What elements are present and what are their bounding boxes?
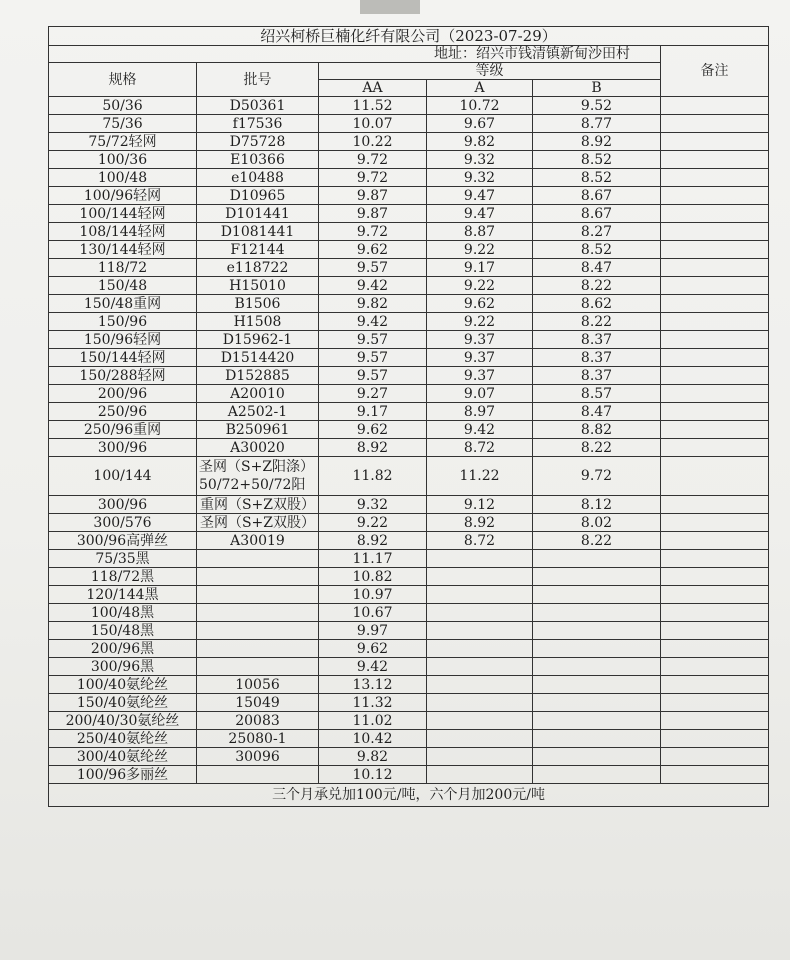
price-a-cell	[427, 658, 533, 676]
price-a-cell: 10.72	[427, 97, 533, 115]
price-b-cell: 8.52	[533, 241, 661, 259]
remark-cell	[661, 169, 769, 187]
remark-cell	[661, 694, 769, 712]
table-row	[49, 241, 769, 259]
remark-cell	[661, 496, 769, 514]
price-aa-cell: 10.82	[319, 568, 427, 586]
spec-cell: 50/36	[49, 97, 197, 115]
price-table	[48, 26, 769, 807]
remark-cell	[661, 514, 769, 532]
price-aa-cell: 9.82	[319, 295, 427, 313]
spec-cell: 150/288轻网	[49, 367, 197, 385]
price-b-cell: 8.57	[533, 385, 661, 403]
price-aa-cell: 9.42	[319, 313, 427, 331]
table-row	[49, 550, 769, 568]
remark-cell	[661, 586, 769, 604]
price-a-cell: 9.67	[427, 115, 533, 133]
price-b-cell: 8.22	[533, 277, 661, 295]
batch-cell	[197, 568, 319, 586]
spec-cell: 100/96多丽丝	[49, 766, 197, 784]
price-a-cell: 9.22	[427, 313, 533, 331]
price-aa-cell: 13.12	[319, 676, 427, 694]
price-aa-cell: 10.12	[319, 766, 427, 784]
spec-cell: 100/48	[49, 169, 197, 187]
spec-cell: 300/96	[49, 496, 197, 514]
spec-cell: 118/72	[49, 259, 197, 277]
batch-cell: 10056	[197, 676, 319, 694]
table-row	[49, 205, 769, 223]
remark-cell	[661, 421, 769, 439]
batch-cell: f17536	[197, 115, 319, 133]
remark-cell	[661, 277, 769, 295]
spec-cell: 150/96轻网	[49, 331, 197, 349]
price-aa-cell: 9.87	[319, 187, 427, 205]
batch-cell: 15049	[197, 694, 319, 712]
batch-cell	[197, 550, 319, 568]
batch-cell: A30020	[197, 439, 319, 457]
table-row	[49, 187, 769, 205]
company-title-cell	[49, 27, 769, 46]
table-row	[49, 439, 769, 457]
table-row	[49, 496, 769, 514]
table-row	[49, 712, 769, 730]
price-a-cell	[427, 586, 533, 604]
price-a-cell: 9.12	[427, 496, 533, 514]
table-row	[49, 403, 769, 421]
price-a-cell: 9.37	[427, 367, 533, 385]
price-aa-cell: 9.17	[319, 403, 427, 421]
table-row	[49, 748, 769, 766]
price-b-cell	[533, 730, 661, 748]
price-aa-cell: 10.67	[319, 604, 427, 622]
price-b-cell: 8.27	[533, 223, 661, 241]
spec-cell: 100/48黑	[49, 604, 197, 622]
remark-cell	[661, 766, 769, 784]
price-a-cell: 8.92	[427, 514, 533, 532]
remark-cell	[661, 223, 769, 241]
price-a-cell	[427, 712, 533, 730]
price-a-cell: 9.07	[427, 385, 533, 403]
price-b-cell: 8.62	[533, 295, 661, 313]
spec-cell: 75/36	[49, 115, 197, 133]
price-b-cell: 8.52	[533, 169, 661, 187]
price-aa-cell: 9.72	[319, 151, 427, 169]
price-aa-cell: 9.42	[319, 277, 427, 295]
price-aa-cell: 9.62	[319, 640, 427, 658]
price-a-cell: 9.42	[427, 421, 533, 439]
price-aa-cell: 9.42	[319, 658, 427, 676]
price-aa-cell: 10.22	[319, 133, 427, 151]
table-row	[49, 313, 769, 331]
price-a-cell: 8.87	[427, 223, 533, 241]
price-aa-cell: 10.07	[319, 115, 427, 133]
remark-cell	[661, 748, 769, 766]
price-aa-cell: 9.87	[319, 205, 427, 223]
address-cell: 地址：绍兴市钱清镇新甸沙田村	[49, 46, 661, 63]
price-aa-cell: 9.57	[319, 259, 427, 277]
title-row	[49, 27, 769, 46]
batch-cell: e118722	[197, 259, 319, 277]
price-aa-cell: 10.42	[319, 730, 427, 748]
price-aa-cell: 11.82	[319, 457, 427, 496]
price-b-cell: 8.92	[533, 133, 661, 151]
price-a-cell: 9.32	[427, 151, 533, 169]
price-b-cell: 8.82	[533, 421, 661, 439]
price-aa-cell: 9.57	[319, 349, 427, 367]
price-a-cell	[427, 676, 533, 694]
batch-cell: B1506	[197, 295, 319, 313]
table-row	[49, 586, 769, 604]
price-b-cell: 8.37	[533, 349, 661, 367]
price-a-cell: 9.32	[427, 169, 533, 187]
price-a-cell: 9.47	[427, 205, 533, 223]
remark-cell	[661, 550, 769, 568]
table-row	[49, 640, 769, 658]
table-row	[49, 532, 769, 550]
remark-cell	[661, 331, 769, 349]
table-row	[49, 622, 769, 640]
spec-cell: 250/40氨纶丝	[49, 730, 197, 748]
price-b-cell: 8.67	[533, 205, 661, 223]
price-b-cell	[533, 622, 661, 640]
price-a-cell: 9.37	[427, 349, 533, 367]
table-row	[49, 97, 769, 115]
remark-cell	[661, 730, 769, 748]
spec-cell: 150/96	[49, 313, 197, 331]
remark-cell	[661, 295, 769, 313]
price-b-cell	[533, 658, 661, 676]
price-aa-cell: 8.92	[319, 439, 427, 457]
batch-cell: D15962-1	[197, 331, 319, 349]
table-row	[49, 658, 769, 676]
spec-cell: 300/576	[49, 514, 197, 532]
price-aa-cell: 9.82	[319, 748, 427, 766]
remark-cell	[661, 205, 769, 223]
spec-cell: 200/96黑	[49, 640, 197, 658]
remark-cell	[661, 439, 769, 457]
spec-cell: 150/48黑	[49, 622, 197, 640]
table-row	[49, 367, 769, 385]
spec-cell: 118/72黑	[49, 568, 197, 586]
remark-cell	[661, 457, 769, 496]
spec-cell: 200/40/30氨纶丝	[49, 712, 197, 730]
price-b-cell: 8.37	[533, 367, 661, 385]
price-a-cell	[427, 622, 533, 640]
price-a-cell: 9.37	[427, 331, 533, 349]
spec-cell: 100/96轻网	[49, 187, 197, 205]
spec-cell: 150/48	[49, 277, 197, 295]
table-row	[49, 169, 769, 187]
price-b-cell	[533, 712, 661, 730]
table-row	[49, 766, 769, 784]
company-name: 绍兴柯桥巨楠化纤有限公司	[260, 27, 441, 45]
price-a-cell: 9.62	[427, 295, 533, 313]
price-a-cell: 8.72	[427, 532, 533, 550]
price-b-cell: 8.02	[533, 514, 661, 532]
price-a-cell: 8.97	[427, 403, 533, 421]
price-aa-cell: 11.17	[319, 550, 427, 568]
price-b-cell: 8.52	[533, 151, 661, 169]
spec-cell: 108/144轻网	[49, 223, 197, 241]
spec-cell: 150/40氨纶丝	[49, 694, 197, 712]
price-a-cell: 8.72	[427, 439, 533, 457]
batch-cell: D10965	[197, 187, 319, 205]
grade-a-header: A	[427, 80, 533, 97]
remark-cell	[661, 640, 769, 658]
price-table-body	[49, 27, 769, 807]
spec-cell: 250/96	[49, 403, 197, 421]
remark-cell	[661, 403, 769, 421]
batch-cell	[197, 622, 319, 640]
price-a-cell	[427, 568, 533, 586]
price-a-cell	[427, 748, 533, 766]
price-aa-cell: 11.52	[319, 97, 427, 115]
batch-line-2: 50/72+50/72阳	[199, 477, 306, 493]
batch-cell: D152885	[197, 367, 319, 385]
price-b-cell: 8.77	[533, 115, 661, 133]
table-row	[49, 349, 769, 367]
remark-cell	[661, 532, 769, 550]
grade-b-header: B	[533, 80, 661, 97]
remark-header: 备注	[661, 46, 769, 97]
remark-cell	[661, 349, 769, 367]
table-row	[49, 259, 769, 277]
remark-cell	[661, 97, 769, 115]
remark-cell	[661, 676, 769, 694]
batch-cell: E10366	[197, 151, 319, 169]
batch-line-1: 圣网（S+Z阳涤）	[199, 459, 315, 475]
remark-cell	[661, 187, 769, 205]
price-b-cell: 8.47	[533, 259, 661, 277]
price-a-cell	[427, 604, 533, 622]
price-b-cell: 9.52	[533, 97, 661, 115]
price-b-cell: 8.22	[533, 313, 661, 331]
price-b-cell	[533, 766, 661, 784]
remark-cell	[661, 385, 769, 403]
batch-cell	[197, 766, 319, 784]
price-b-cell: 8.12	[533, 496, 661, 514]
spec-cell: 100/40氨纶丝	[49, 676, 197, 694]
price-a-cell: 11.22	[427, 457, 533, 496]
price-aa-cell: 9.62	[319, 241, 427, 259]
price-a-cell	[427, 766, 533, 784]
batch-cell: 重网（S+Z双股）	[197, 496, 319, 514]
batch-cell: H1508	[197, 313, 319, 331]
spec-cell: 150/144轻网	[49, 349, 197, 367]
price-a-cell	[427, 640, 533, 658]
remark-cell	[661, 151, 769, 169]
price-aa-cell: 9.72	[319, 169, 427, 187]
price-a-cell	[427, 550, 533, 568]
remark-cell	[661, 313, 769, 331]
price-b-cell	[533, 676, 661, 694]
price-aa-cell: 8.92	[319, 532, 427, 550]
price-a-cell: 9.22	[427, 241, 533, 259]
remark-cell	[661, 115, 769, 133]
grade-header: 等级	[319, 63, 661, 80]
spec-cell: 150/48重网	[49, 295, 197, 313]
spec-cell: 130/144轻网	[49, 241, 197, 259]
table-row	[49, 694, 769, 712]
spec-cell: 100/36	[49, 151, 197, 169]
price-aa-cell: 9.72	[319, 223, 427, 241]
remark-cell	[661, 604, 769, 622]
spec-cell: 300/96	[49, 439, 197, 457]
grade-aa-header: AA	[319, 80, 427, 97]
table-row	[49, 331, 769, 349]
spec-header: 规格	[49, 63, 197, 97]
spec-cell: 100/144	[49, 457, 197, 496]
price-b-cell: 8.37	[533, 331, 661, 349]
batch-cell: A20010	[197, 385, 319, 403]
table-row	[49, 676, 769, 694]
price-aa-cell: 9.57	[319, 331, 427, 349]
batch-cell: D50361	[197, 97, 319, 115]
batch-cell: 25080-1	[197, 730, 319, 748]
price-b-cell	[533, 568, 661, 586]
remark-cell	[661, 712, 769, 730]
price-aa-cell: 9.97	[319, 622, 427, 640]
table-row	[49, 277, 769, 295]
table-row	[49, 133, 769, 151]
spec-cell: 300/96高弹丝	[49, 532, 197, 550]
spec-cell: 200/96	[49, 385, 197, 403]
price-aa-cell: 10.97	[319, 586, 427, 604]
spec-cell: 300/96黑	[49, 658, 197, 676]
remark-cell	[661, 133, 769, 151]
remark-cell	[661, 568, 769, 586]
table-row	[49, 604, 769, 622]
special-row	[49, 457, 769, 496]
price-b-cell: 8.67	[533, 187, 661, 205]
remark-cell	[661, 259, 769, 277]
spec-cell: 100/144轻网	[49, 205, 197, 223]
batch-cell: 30096	[197, 748, 319, 766]
price-date: （2023-07-29）	[440, 27, 557, 45]
price-aa-cell: 9.57	[319, 367, 427, 385]
payment-terms-note: 三个月承兑加100元/吨，六个月加200元/吨	[49, 784, 769, 807]
batch-cell: H15010	[197, 277, 319, 295]
price-a-cell	[427, 730, 533, 748]
price-b-cell	[533, 694, 661, 712]
batch-cell: A30019	[197, 532, 319, 550]
price-a-cell: 9.17	[427, 259, 533, 277]
remark-cell	[661, 367, 769, 385]
price-aa-cell: 9.32	[319, 496, 427, 514]
tape-strip	[360, 0, 420, 14]
price-b-cell	[533, 640, 661, 658]
price-a-cell: 9.22	[427, 277, 533, 295]
price-b-cell	[533, 586, 661, 604]
table-row	[49, 115, 769, 133]
price-b-cell: 8.22	[533, 439, 661, 457]
spec-cell: 250/96重网	[49, 421, 197, 439]
spec-cell: 120/144黑	[49, 586, 197, 604]
batch-cell: 20083	[197, 712, 319, 730]
price-b-cell	[533, 550, 661, 568]
table-row	[49, 223, 769, 241]
batch-cell: 圣网（S+Z双股）	[197, 514, 319, 532]
price-b-cell	[533, 748, 661, 766]
price-b-cell	[533, 604, 661, 622]
price-aa-cell: 11.02	[319, 712, 427, 730]
price-a-cell: 9.82	[427, 133, 533, 151]
table-row	[49, 385, 769, 403]
table-row	[49, 151, 769, 169]
batch-cell: D1514420	[197, 349, 319, 367]
batch-cell: D75728	[197, 133, 319, 151]
spec-cell: 300/40氨纶丝	[49, 748, 197, 766]
price-aa-cell: 9.27	[319, 385, 427, 403]
spec-cell: 75/72轻网	[49, 133, 197, 151]
table-row	[49, 421, 769, 439]
address-row	[49, 46, 769, 63]
batch-cell: D101441	[197, 205, 319, 223]
batch-cell	[197, 457, 319, 496]
batch-cell: A2502-1	[197, 403, 319, 421]
batch-cell	[197, 586, 319, 604]
batch-header: 批号	[197, 63, 319, 97]
price-aa-cell: 11.32	[319, 694, 427, 712]
price-b-cell: 8.47	[533, 403, 661, 421]
table-row	[49, 514, 769, 532]
price-aa-cell: 9.62	[319, 421, 427, 439]
remark-cell	[661, 658, 769, 676]
spec-cell: 75/35黑	[49, 550, 197, 568]
table-row	[49, 568, 769, 586]
batch-cell	[197, 640, 319, 658]
table-row	[49, 295, 769, 313]
remark-cell	[661, 622, 769, 640]
batch-cell: B250961	[197, 421, 319, 439]
table-row	[49, 730, 769, 748]
batch-cell: F12144	[197, 241, 319, 259]
batch-cell	[197, 658, 319, 676]
remark-cell	[661, 241, 769, 259]
batch-cell: e10488	[197, 169, 319, 187]
price-a-cell: 9.47	[427, 187, 533, 205]
price-b-cell: 9.72	[533, 457, 661, 496]
price-aa-cell: 9.22	[319, 514, 427, 532]
price-a-cell	[427, 694, 533, 712]
batch-cell: D1081441	[197, 223, 319, 241]
footer-row	[49, 784, 769, 807]
price-b-cell: 8.22	[533, 532, 661, 550]
batch-cell	[197, 604, 319, 622]
